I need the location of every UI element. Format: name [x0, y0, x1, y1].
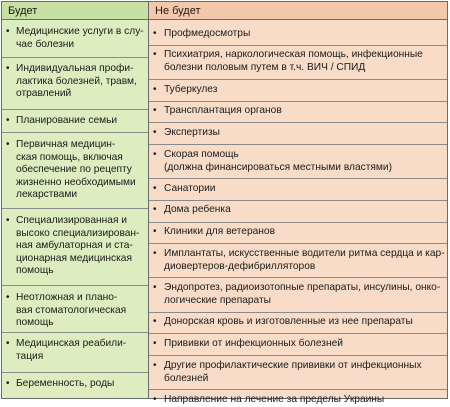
bullet-icon: • — [153, 127, 157, 138]
item-text-line: высоко специализирован- — [16, 227, 140, 239]
item-text-line: Клиники для ветеранов — [164, 226, 275, 237]
list-item — [149, 183, 447, 196]
item-text-line: (должна финансироваться местными властями) — [164, 161, 392, 173]
row-divider — [149, 243, 447, 244]
bullet-icon: • — [153, 183, 157, 194]
item-text-line: Экспертизы — [164, 127, 220, 138]
bullet-icon: • — [153, 28, 157, 39]
item-text-line: тация — [16, 350, 44, 362]
item-text-line: ционарная медицинская — [16, 252, 132, 264]
bullet-icon: • — [153, 49, 157, 60]
bullet-icon: • — [6, 292, 10, 303]
row-divider — [149, 45, 447, 46]
item-text-line: лактика болезней, травм, — [16, 75, 137, 87]
item-text-line: Специализированная и — [16, 215, 127, 226]
list-item — [2, 26, 148, 51]
bullet-icon: • — [6, 139, 10, 150]
item-text-line: вая стоматологическая — [16, 304, 127, 316]
bullet-icon: • — [153, 204, 157, 215]
item-text-line: ская помощь, включая — [16, 151, 123, 163]
list-item — [149, 105, 447, 118]
list-item — [149, 204, 447, 217]
list-item — [149, 49, 447, 74]
bullet-icon: • — [153, 282, 157, 293]
list-item — [149, 84, 447, 97]
list-item — [149, 360, 447, 385]
item-text-line: отравлений — [16, 88, 72, 99]
item-text-line: логические препараты — [164, 294, 271, 306]
item-text-line: чае болезни — [16, 38, 75, 50]
will-header: Будет — [2, 2, 148, 20]
item-text-line: болезни половым путем в т.ч. ВИЧ / СПИД — [164, 61, 366, 73]
row-divider — [2, 57, 148, 58]
bullet-icon: • — [153, 316, 157, 327]
bullet-icon: • — [6, 115, 10, 126]
item-text-line: Психиатрия, наркологическая помощь, инфекционные — [164, 49, 423, 60]
item-text-line: Эндопротез, радиоизотопные препараты, инсулины, онко- — [164, 282, 441, 293]
item-text-line: Медицинская реабили- — [16, 338, 127, 349]
list-item — [2, 215, 148, 278]
item-text-line: лекарствами — [16, 189, 78, 200]
list-item — [149, 282, 447, 307]
will-column — [2, 2, 149, 398]
item-text-line: Другие профилактические прививки от инфекционных — [164, 360, 422, 371]
item-text-line: Направление на лечение за пределы Украины — [164, 394, 385, 405]
bullet-icon: • — [153, 149, 157, 160]
row-divider — [149, 355, 447, 356]
will-not-column — [149, 2, 447, 405]
list-item — [2, 63, 148, 101]
row-divider — [149, 178, 447, 179]
row-divider — [2, 332, 148, 333]
item-text-line: обеспечение по рецепту — [16, 164, 132, 175]
list-item — [149, 28, 447, 41]
row-divider — [149, 277, 447, 278]
bullet-icon: • — [6, 338, 10, 349]
list-item — [149, 316, 447, 329]
bullet-icon: • — [153, 226, 157, 237]
bullet-icon: • — [153, 394, 157, 405]
bullet-icon: • — [6, 378, 10, 389]
item-text-line: Индивидуальная профи- — [16, 63, 134, 74]
list-item — [149, 127, 447, 140]
bullet-icon: • — [6, 63, 10, 74]
item-text-line: Трансплантация органов — [164, 105, 282, 116]
item-text-line: Донорская кровь и изготовленные из нее препараты — [164, 316, 413, 327]
list-item — [149, 226, 447, 239]
row-divider — [149, 144, 447, 145]
item-text-line: Неотложная и планo- — [16, 292, 118, 303]
list-item — [149, 149, 447, 174]
item-text-line: помощь — [16, 265, 54, 276]
item-text-line: Прививки от инфекционных болезней — [164, 338, 343, 349]
row-divider — [149, 312, 447, 313]
row-divider — [149, 79, 447, 80]
item-text-line: диовертеров-дефибрилляторов — [164, 260, 316, 272]
row-divider — [2, 109, 148, 110]
item-text-line: Имплантаты, искусственные водители ритма сердца и кар- — [164, 248, 445, 259]
item-text-line: Медицинские услуги в слу- — [16, 26, 144, 37]
row-divider — [149, 122, 447, 123]
list-item — [2, 292, 148, 330]
list-item — [2, 378, 148, 391]
item-text-line: Туберкулез — [164, 84, 218, 95]
bullet-icon: • — [6, 215, 10, 226]
bullet-icon: • — [6, 26, 10, 37]
will-not-header: Не будет — [149, 2, 447, 20]
bullet-icon: • — [153, 84, 157, 95]
item-text-line: Дома ребенка — [164, 204, 231, 215]
item-text-line: Первичная медицин- — [16, 139, 116, 150]
row-divider — [149, 222, 447, 223]
item-text-line: жизненно необходимыми — [16, 176, 136, 188]
list-item — [2, 139, 148, 202]
item-text-line: Профмедосмотры — [164, 28, 251, 39]
item-text-line: Скорая помощь — [164, 149, 239, 160]
row-divider — [2, 208, 148, 209]
row-divider — [2, 285, 148, 286]
bullet-icon: • — [153, 248, 157, 259]
list-item — [149, 394, 447, 407]
list-item — [149, 338, 447, 351]
row-divider — [149, 200, 447, 201]
list-item — [149, 248, 447, 273]
row-divider — [149, 333, 447, 334]
row-divider — [149, 101, 447, 102]
item-text-line: болезней — [164, 372, 209, 384]
item-text-line: помощь — [16, 317, 54, 328]
row-divider — [2, 132, 148, 133]
item-text-line: ная амбулаторная и ста- — [16, 240, 133, 251]
services-table — [1, 1, 448, 405]
bullet-icon: • — [153, 105, 157, 116]
list-item — [2, 338, 148, 363]
bullet-icon: • — [153, 360, 157, 371]
row-divider — [2, 372, 148, 373]
item-text-line: Беременность, роды — [16, 378, 115, 389]
item-text-line: Планирование семьи — [16, 115, 118, 126]
row-divider — [149, 389, 447, 390]
list-item — [2, 115, 148, 128]
bullet-icon: • — [153, 338, 157, 349]
item-text-line: Санатории — [164, 183, 216, 194]
